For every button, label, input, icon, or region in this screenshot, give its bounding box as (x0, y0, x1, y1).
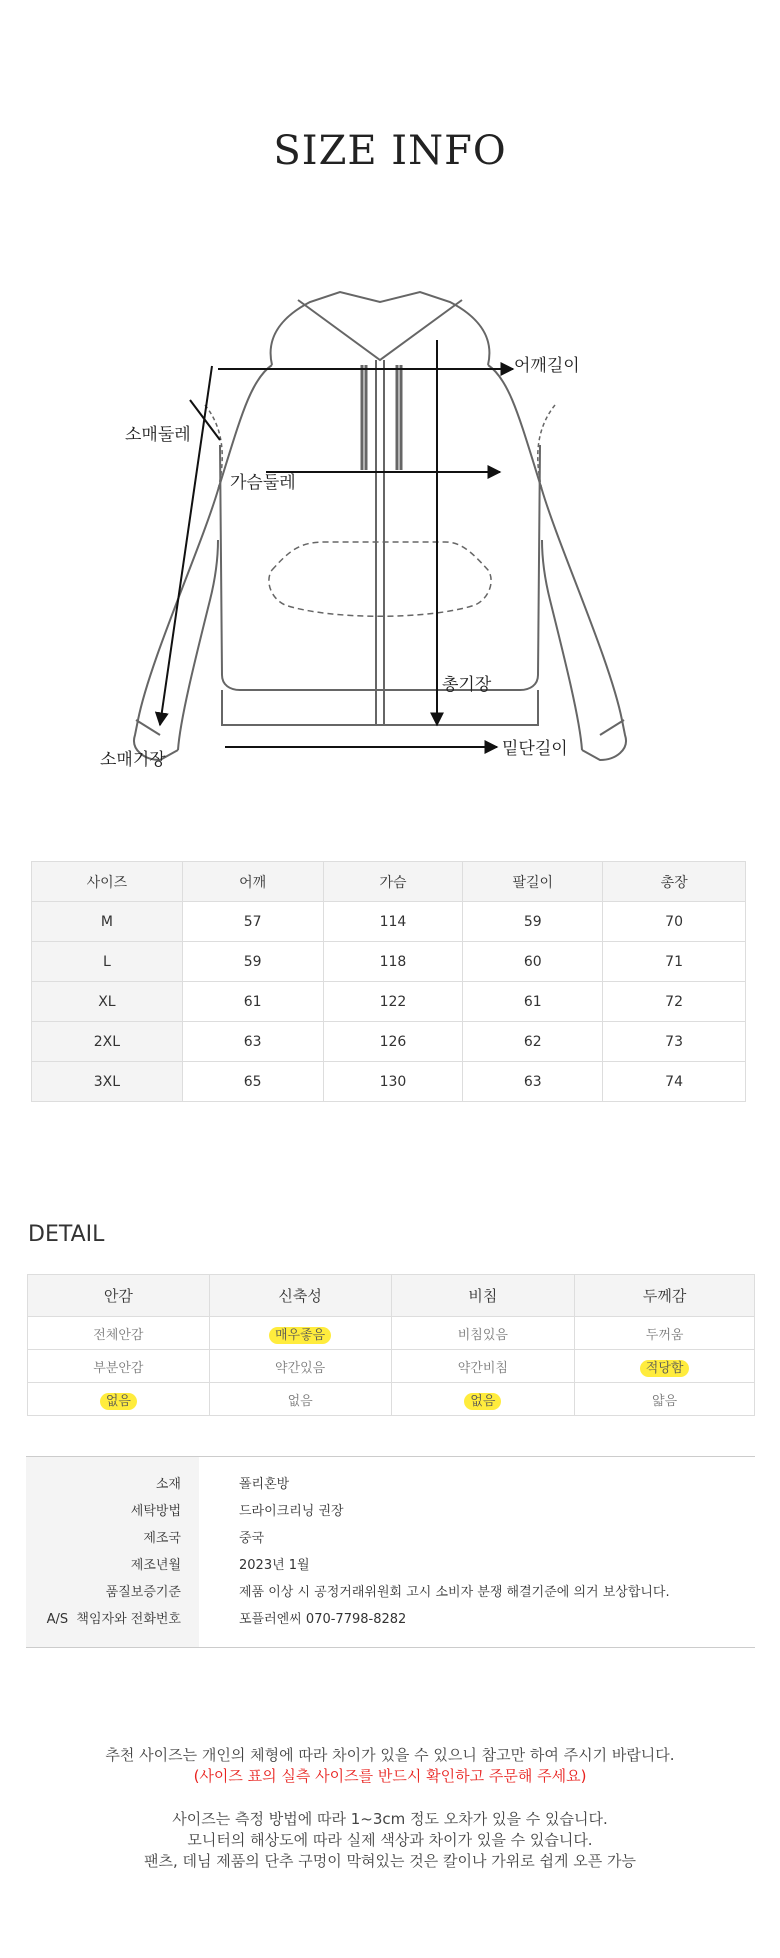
table-row (28, 1350, 755, 1383)
size-cell: 3XL (32, 1062, 183, 1102)
detail-cell (575, 1317, 755, 1350)
info-value: 폴리혼방 (239, 1477, 290, 1492)
info-value: 제품 이상 시 공정거래위원회 고시 소비자 분쟁 해결기준에 의거 보상합니다. (239, 1585, 670, 1600)
size-cell: M (32, 902, 183, 942)
detail-header-cell: 두께감 (575, 1275, 755, 1317)
detail-value: 약간있음 (275, 1360, 326, 1376)
detail-cell (575, 1383, 755, 1416)
size-cell: 65 (182, 1062, 323, 1102)
detail-value: 비침있음 (457, 1327, 508, 1343)
label-sleeve-length: 소매기장 (100, 750, 166, 770)
table-row (32, 982, 746, 1022)
page-title: SIZE INFO (273, 128, 507, 174)
info-key: 품질보증기준 (105, 1585, 181, 1600)
note-line-warning: (사이즈 표의 실측 사이즈를 반드시 확인하고 주문해 주세요) (193, 1767, 587, 1785)
size-cell: 114 (323, 902, 463, 942)
info-key: 제조년월 (130, 1558, 181, 1573)
size-cell: 57 (182, 902, 323, 942)
label-shoulder: 어깨길이 (514, 356, 580, 376)
info-value: 드라이크리닝 권장 (239, 1504, 344, 1519)
info-value: 포플러엔씨 070-7798-8282 (239, 1612, 407, 1627)
detail-cell (391, 1350, 575, 1383)
detail-value: 두꺼움 (645, 1327, 684, 1343)
detail-cell (28, 1317, 210, 1350)
size-cell: 126 (323, 1022, 463, 1062)
detail-header-cell: 비침 (391, 1275, 575, 1317)
size-table-header-row (32, 862, 746, 902)
detail-selected-value: 없음 (464, 1393, 501, 1410)
size-cell: XL (32, 982, 183, 1022)
table-row (28, 1317, 755, 1350)
size-cell: 63 (463, 1062, 603, 1102)
label-total-length: 총기장 (442, 675, 492, 695)
size-cell: 73 (603, 1022, 746, 1062)
product-info-values (199, 1457, 670, 1647)
detail-cell (391, 1383, 575, 1416)
size-header-cell: 어깨 (182, 862, 323, 902)
size-cell: 70 (603, 902, 746, 942)
detail-value: 전체안감 (93, 1327, 144, 1343)
table-row (32, 902, 746, 942)
table-row (32, 1062, 746, 1102)
product-info-table (26, 1456, 755, 1648)
detail-value: 얇음 (652, 1393, 678, 1409)
detail-cell (391, 1317, 575, 1350)
size-cell: 118 (323, 942, 463, 982)
size-cell: 61 (463, 982, 603, 1022)
detail-selected-value: 적당함 (640, 1360, 690, 1377)
size-notes (0, 1745, 780, 1872)
detail-header-cell: 신축성 (209, 1275, 391, 1317)
size-cell: 2XL (32, 1022, 183, 1062)
note-line: 추천 사이즈는 개인의 체형에 따라 차이가 있을 수 있으니 참고만 하여 주시기 바랍니다. (105, 1746, 675, 1764)
product-info-keys (26, 1457, 199, 1647)
size-cell: 71 (603, 942, 746, 982)
size-cell: 130 (323, 1062, 463, 1102)
detail-cell (209, 1350, 391, 1383)
size-cell: 62 (463, 1022, 603, 1062)
label-chest: 가슴둘레 (230, 473, 296, 493)
size-header-cell: 팔길이 (463, 862, 603, 902)
detail-value: 부분안감 (93, 1360, 144, 1376)
detail-header-row (28, 1275, 755, 1317)
note-line: 팬츠, 데님 제품의 단추 구멍이 막혀있는 것은 칼이나 가위로 쉽게 오픈 가능 (144, 1852, 636, 1870)
note-line: 모니터의 해상도에 따라 실제 색상과 차이가 있을 수 있습니다. (187, 1831, 593, 1849)
size-cell: 72 (603, 982, 746, 1022)
size-cell: 60 (463, 942, 603, 982)
size-header-cell: 사이즈 (32, 862, 183, 902)
info-key: A/S 책임자와 전화번호 (46, 1612, 181, 1627)
note-line: 사이즈는 측정 방법에 따라 1~3cm 정도 오차가 있을 수 있습니다. (172, 1810, 608, 1828)
label-hem: 밑단길이 (502, 739, 568, 759)
table-row (28, 1383, 755, 1416)
detail-value: 약간비침 (457, 1360, 508, 1376)
hoodie-measurement-diagram (100, 280, 660, 780)
detail-cell (209, 1317, 391, 1350)
size-cell: 59 (463, 902, 603, 942)
detail-header-cell: 안감 (28, 1275, 210, 1317)
info-value: 중국 (239, 1531, 265, 1546)
size-cell: 61 (182, 982, 323, 1022)
size-header-cell: 총장 (603, 862, 746, 902)
size-header-cell: 가슴 (323, 862, 463, 902)
size-cell: L (32, 942, 183, 982)
detail-value: 없음 (287, 1393, 313, 1409)
table-row (32, 1022, 746, 1062)
table-row (32, 942, 746, 982)
size-cell: 59 (182, 942, 323, 982)
detail-cell (575, 1350, 755, 1383)
detail-cell (28, 1350, 210, 1383)
size-cell: 122 (323, 982, 463, 1022)
info-key: 제조국 (143, 1531, 181, 1546)
detail-selected-value: 없음 (100, 1393, 137, 1410)
detail-title: DETAIL (28, 1222, 105, 1247)
detail-table (27, 1274, 755, 1416)
detail-cell (209, 1383, 391, 1416)
size-cell: 63 (182, 1022, 323, 1062)
info-key: 세탁방법 (130, 1504, 181, 1519)
info-value: 2023년 1월 (239, 1558, 310, 1573)
info-key: 소재 (155, 1477, 181, 1492)
label-sleeve-circumference: 소매둘레 (125, 425, 191, 445)
size-table (31, 861, 746, 1102)
detail-cell (28, 1383, 210, 1416)
detail-selected-value: 매우좋음 (269, 1327, 331, 1344)
size-cell: 74 (603, 1062, 746, 1102)
